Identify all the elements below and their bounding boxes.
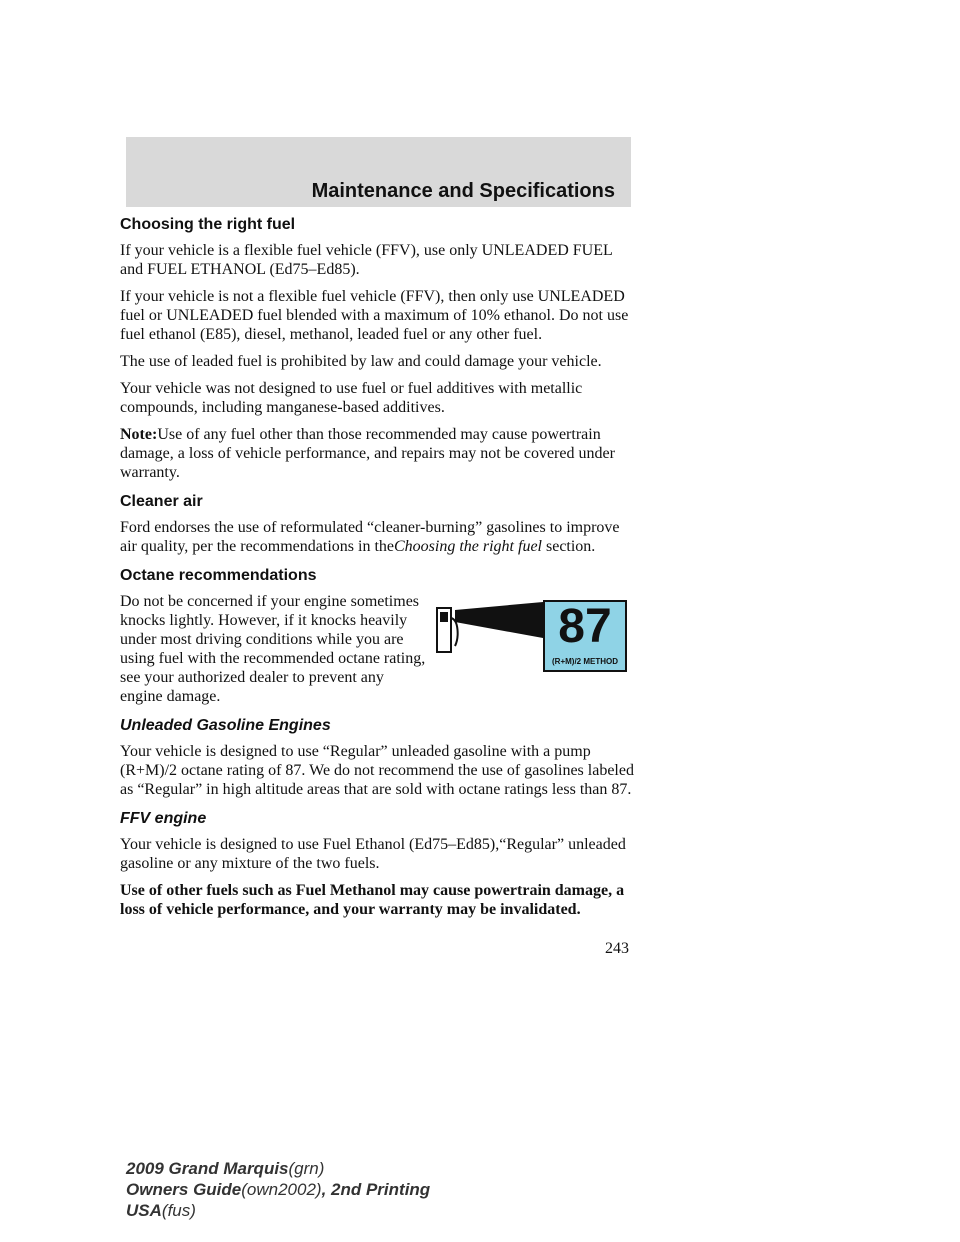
footer-text: 2009 Grand Marquis bbox=[126, 1159, 289, 1178]
paragraph: Your vehicle is designed to use Fuel Ethanol (Ed75–Ed85),“Regular” unleaded gasoline or any mixture of the two fuels. bbox=[120, 836, 626, 872]
note-text: Use of any fuel other than those recommended may cause powertrain damage, a loss of vehicle performance, and repairs may not be covered under warranty. bbox=[120, 426, 615, 481]
header-band bbox=[126, 137, 631, 207]
paragraph: Do not be concerned if your engine sometimes knocks lightly. However, if it knocks heavily under most driving conditions while you are using fuel with the recommended octane rating, see your authorized dealer to prevent any engine damage. bbox=[120, 593, 426, 705]
heading-ffv: FFV engine bbox=[120, 810, 207, 827]
text: Ford endorses the use of reformulated “cleaner-burning” gasolines to improve air quality, per the recommendations in the bbox=[120, 519, 620, 555]
paragraph: If your vehicle is not a flexible fuel vehicle (FFV), then only use UNLEADED fuel or UNLEADED fuel blended with a maximum of 10% ethanol. Do not use fuel ethanol (E85), diesel, methanol, leaded fuel or any other fuel. bbox=[120, 288, 629, 343]
document-footer bbox=[126, 1158, 430, 1221]
heading-unleaded: Unleaded Gasoline Engines bbox=[120, 717, 331, 734]
footer-text: (grn) bbox=[288, 1159, 325, 1178]
note-label: Note: bbox=[120, 426, 158, 443]
heading-choosing-fuel: Choosing the right fuel bbox=[120, 216, 296, 233]
footer-text: (own2002) bbox=[241, 1180, 322, 1199]
footer-text: Owners Guide bbox=[126, 1180, 242, 1199]
octane-number: 87 bbox=[558, 600, 612, 653]
text: section. bbox=[545, 538, 596, 555]
paragraph: The use of leaded fuel is prohibited by law and could damage your vehicle. bbox=[120, 353, 602, 370]
octane-label bbox=[543, 600, 627, 672]
page-header-title: Maintenance and Specifications bbox=[311, 180, 615, 202]
cross-reference: Choosing the right fuel bbox=[393, 538, 542, 555]
footer-text: , 2nd Printing bbox=[321, 1180, 431, 1199]
page-content bbox=[120, 215, 635, 927]
paragraph: If your vehicle is a flexible fuel vehicle (FFV), use only UNLEADED FUEL and FUEL ETHANOL (Ed75–Ed85). bbox=[120, 242, 613, 278]
warning-paragraph: Use of other fuels such as Fuel Methanol may cause powertrain damage, a loss of vehicle performance, and your warranty may be invalidated. bbox=[120, 882, 625, 918]
octane-method: (R+M)/2 METHOD bbox=[552, 657, 618, 666]
octane-label-illustration bbox=[435, 598, 635, 678]
heading-octane: Octane recommendations bbox=[120, 567, 317, 584]
heading-cleaner-air: Cleaner air bbox=[120, 493, 203, 510]
paragraph: Your vehicle is designed to use “Regular” unleaded gasoline with a pump (R+M)/2 octane rating of 87. We do not recommend the use of gasolines labeled as “Regular” in high altitude areas that are sold with octane ratings less than 87. bbox=[120, 743, 634, 798]
paragraph: Your vehicle was not designed to use fuel or fuel additives with metallic compounds, including manganese-based additives. bbox=[120, 380, 583, 416]
footer-text: (fus) bbox=[161, 1201, 196, 1220]
page-number: 243 bbox=[605, 940, 629, 957]
footer-text: USA bbox=[126, 1201, 162, 1220]
note-paragraph bbox=[120, 425, 635, 482]
paragraph bbox=[120, 518, 635, 556]
